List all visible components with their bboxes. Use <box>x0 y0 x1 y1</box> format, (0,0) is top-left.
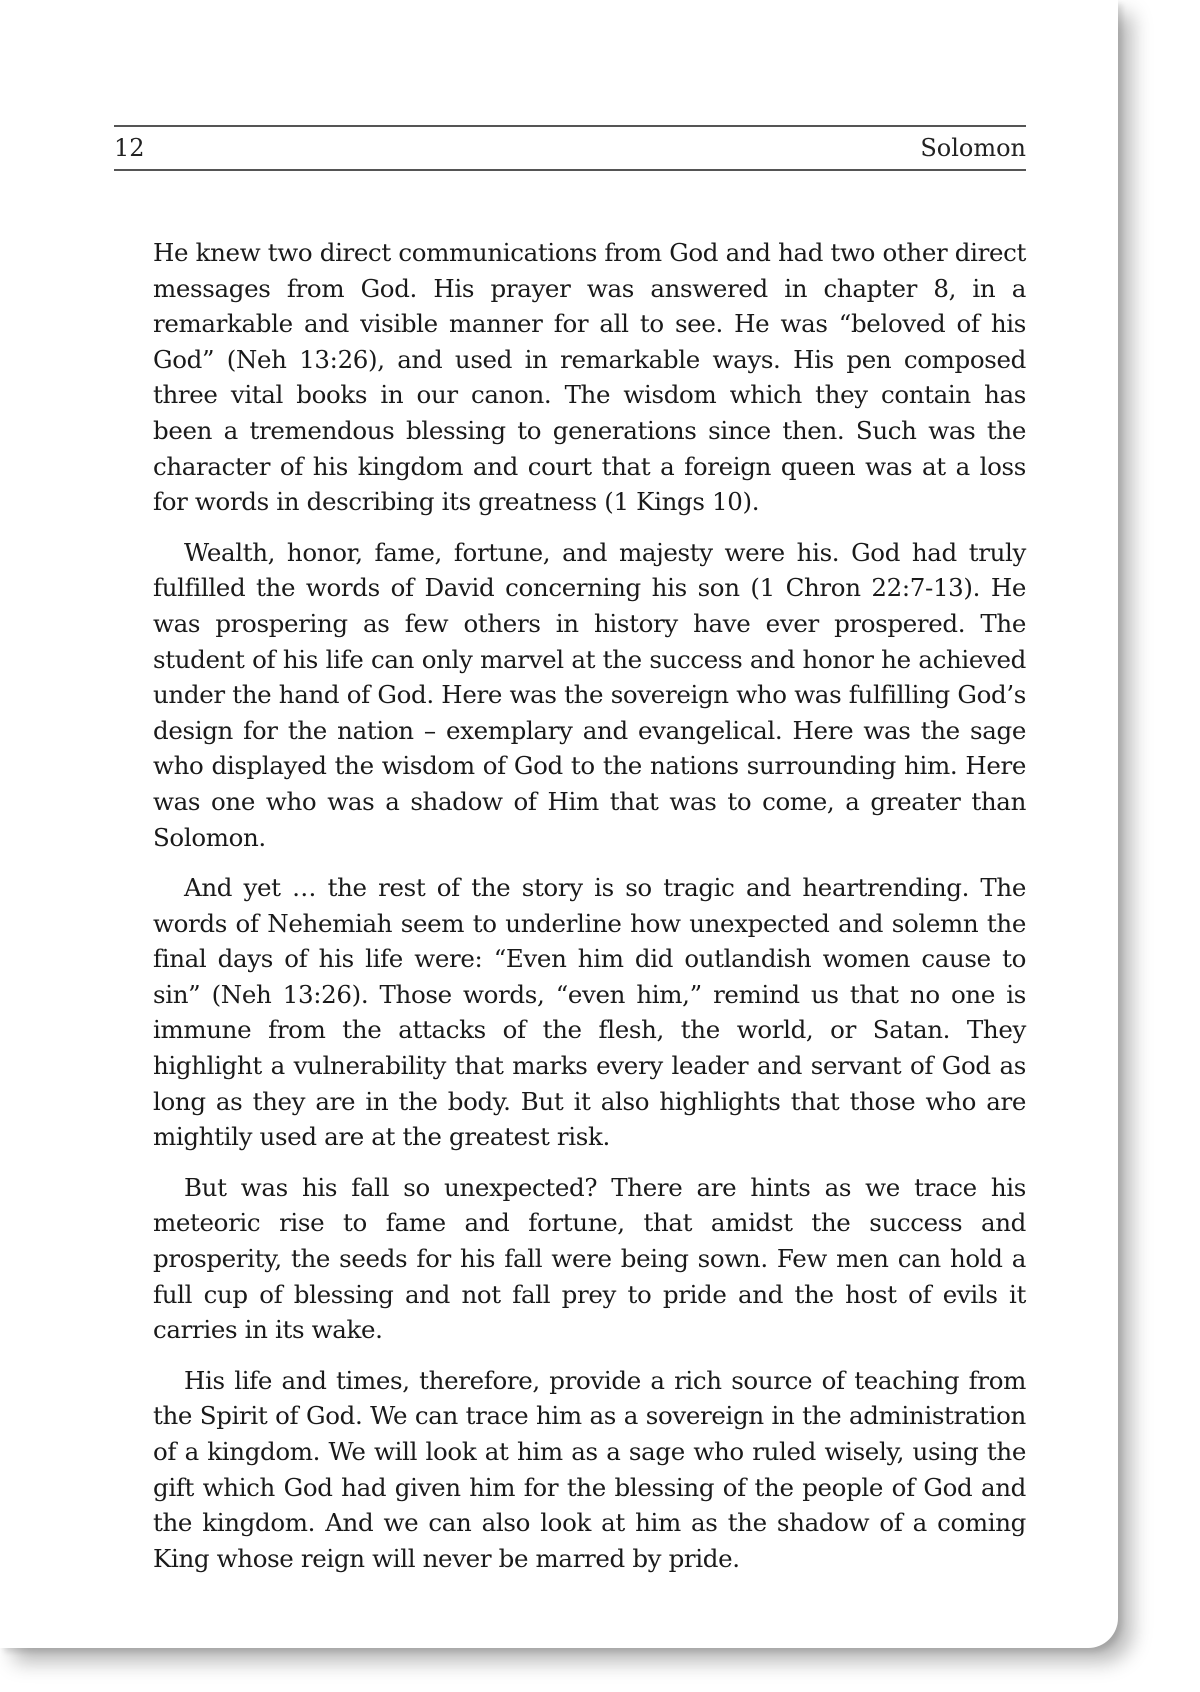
running-title: Solomon <box>920 134 1026 162</box>
page-number: 12 <box>114 134 145 162</box>
paragraph-4: But was his fall so unexpected? There are hints as we trace his meteoric rise to fame and fortune, that amidst the success and prosperity, the seeds for his fall were being sown. Few men can hold a full cup of blessing and not fall prey to pride and the host of evils it carries in its wake. <box>153 1172 1026 1345</box>
paragraph-2: Wealth, honor, fame, fortune, and majesty were his. God had truly fulfilled the words of David concerning his son (1 Chron 22:7-13). He was prospering as few others in history have ever prospered. The student of his life can only marvel at the success and honor he achieved under the hand of God. Here was the sovereign who was fulfilling God’s design for the nation – exemplary and evangelical. Here was the sage who displayed the wisdom of God to the nations surrounding him. Here was one who was a shadow of Him that was to come, a greater than Solomon. <box>153 537 1026 852</box>
running-header <box>114 125 1026 171</box>
paragraph-1: He knew two direct communications from God and had two other direct messages from God. His prayer was answered in chapter 8, in a remarkable and visible manner for all to see. He was “beloved of his God” (Neh 13:26), and used in remarkable ways. His pen composed three vital books in our canon. The wisdom which they contain has been a tremendous blessing to generations since then. Such was the character of his kingdom and court that a foreign queen was at a loss for words in describing its greatness (1 Kings 10). <box>153 238 1026 517</box>
paragraph-5: His life and times, therefore, provide a rich source of teaching from the Spirit of God. We can trace him as a sovereign in the administration of a kingdom. We will look at him as a sage who ruled wisely, using the gift which God had given him for the blessing of the people of God and the kingdom. And we can also look at him as the shadow of a coming King whose reign will never be marred by pride. <box>153 1365 1026 1573</box>
paragraph-3: And yet … the rest of the story is so tragic and heartrending. The words of Nehemiah seem to underline how unexpected and solemn the final days of his life were: “Even him did outlandish women cause to sin” (Neh 13:26). Those words, “even him,” remind us that no one is immune from the attacks of the flesh, the world, or Satan. They highlight a vulnerability that marks every leader and servant of God as long as they are in the body. But it also highlights that those who are mightily used are at the greatest risk. <box>153 873 1026 1152</box>
page-body <box>153 235 1026 1591</box>
